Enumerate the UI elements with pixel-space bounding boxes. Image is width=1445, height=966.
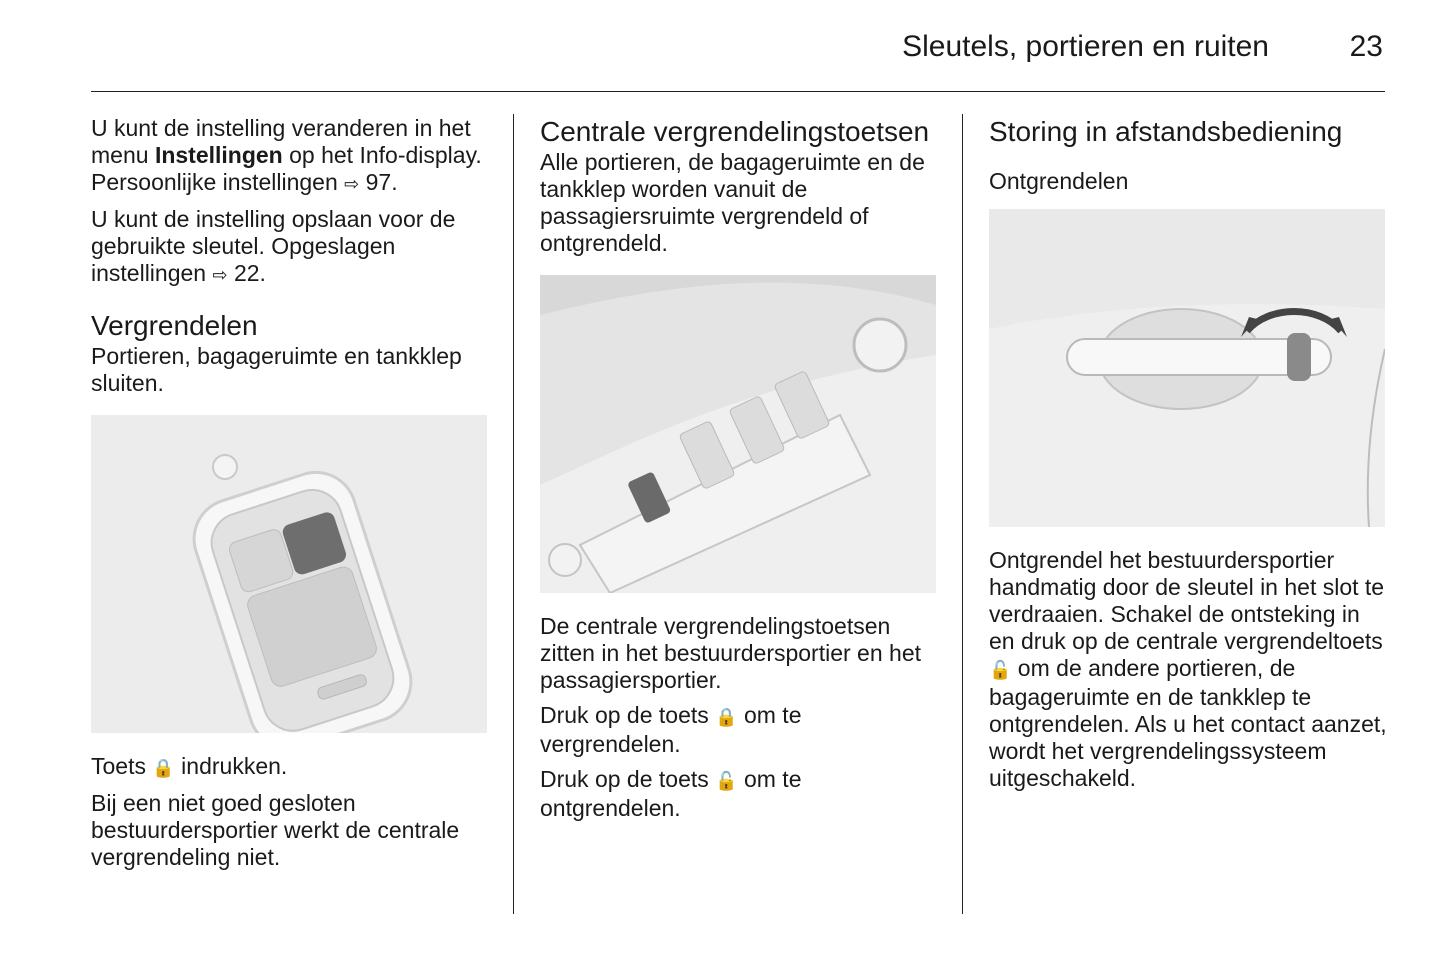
door-handle-illustration — [989, 209, 1385, 527]
section-heading: Centrale vergrendelingstoetsen — [540, 116, 930, 147]
page-reference: 97. — [365, 169, 398, 195]
text: om te vergrendelen. — [540, 702, 802, 757]
text: Druk op de toets — [540, 766, 716, 792]
door-switch-panel-illustration — [540, 275, 936, 593]
paragraph: Alle portieren, de bagageruimte en de tankklep worden vanuit de passagiersruimte vergrendeld of ontgrendeld. — [540, 149, 925, 256]
key-fob-illustration — [91, 415, 487, 733]
paragraph — [91, 753, 489, 782]
section-heading: Vergrendelen — [91, 310, 258, 341]
text: Toets — [91, 753, 153, 779]
paragraph: Portieren, bagageruimte en tankklep sluiten. — [91, 343, 462, 396]
text: U kunt de instelling veranderen in het menu — [91, 115, 471, 168]
paragraph — [989, 547, 1387, 792]
reference-arrow-icon: ⇨ — [344, 174, 360, 195]
lock-icon: 🔒 — [715, 707, 738, 728]
page-reference: 22. — [233, 260, 266, 286]
paragraph — [91, 206, 489, 289]
column-divider — [513, 114, 514, 914]
section-heading: Storing in afstandsbediening — [989, 116, 1343, 147]
menu-name: Instellingen — [154, 142, 283, 168]
text: indrukken. — [174, 753, 288, 779]
paragraph — [540, 766, 938, 822]
column-middle — [540, 115, 938, 830]
paragraph — [91, 115, 489, 198]
text: op het Info-display. Persoonlijke instellingen — [91, 142, 482, 195]
page-number: 23 — [1349, 30, 1383, 63]
paragraph: De centrale vergrendelingstoetsen zitten in het bestuurdersportier en het passagiersportier. — [540, 613, 922, 693]
chapter-title: Sleutels, portieren en ruiten — [902, 30, 1269, 63]
text: om te ontgrendelen. — [540, 766, 802, 821]
text: om de andere portieren, de bagageruimte en de tankklep te ontgrendelen. Als u het contact aanzet, wordt het vergrendelingssysteem uitgeschakeld. — [989, 655, 1387, 791]
lock-icon: 🔒 — [152, 758, 175, 779]
paragraph: Bij een niet goed gesloten bestuurdersportier werkt de centrale vergrendeling niet. — [91, 790, 460, 870]
running-header — [91, 30, 1385, 70]
column-divider — [962, 114, 963, 914]
text: Ontgrendel het bestuurdersportier handmatig door de sleutel in het slot te verdraaien. Schakel de ontsteking in en druk op de centrale vergrendeltoets — [989, 547, 1385, 654]
paragraph — [540, 702, 938, 758]
text: U kunt de instelling opslaan voor de gebruikte sleutel. Opgeslagen instellingen — [91, 206, 456, 286]
column-left — [91, 115, 489, 879]
column-right — [989, 115, 1387, 800]
reference-arrow-icon: ⇨ — [212, 265, 228, 286]
unlock-icon: 🔓 — [989, 660, 1012, 681]
header-rule — [91, 91, 1385, 92]
unlock-icon: 🔓 — [715, 771, 738, 792]
text: Druk op de toets — [540, 702, 716, 728]
subsection-heading: Ontgrendelen — [989, 168, 1129, 194]
